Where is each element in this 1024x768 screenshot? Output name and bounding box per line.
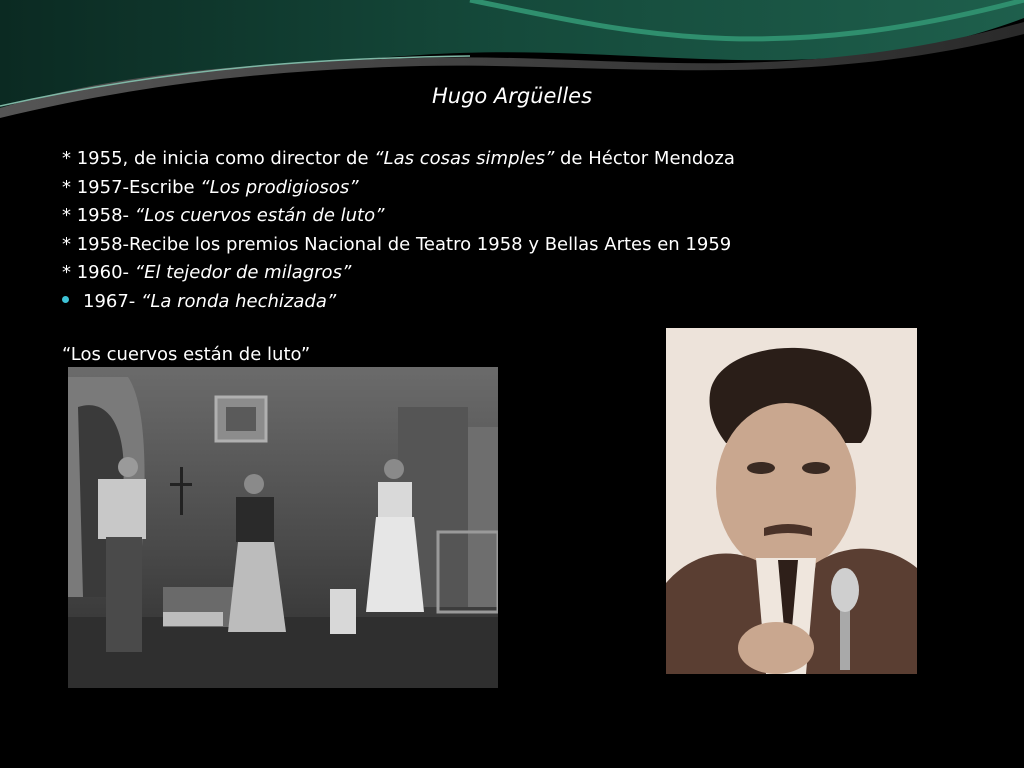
list-item bbox=[62, 231, 735, 260]
item-title: “El tejedor de milagros” bbox=[134, 262, 352, 284]
bullet-dot-icon bbox=[62, 296, 69, 303]
bullet-list bbox=[62, 145, 735, 317]
item-text: * 1955, de inicia como director de bbox=[62, 148, 375, 169]
list-item bbox=[62, 145, 735, 174]
item-text: * 1958-Recibe los premios Nacional de Teatro 1958 y Bellas Artes en 1959 bbox=[62, 233, 732, 255]
item-title: “Las cosas simples” bbox=[374, 148, 555, 169]
item-text: * 1958- bbox=[62, 205, 135, 227]
slide-title: Hugo Argüelles bbox=[431, 84, 593, 108]
list-item bbox=[62, 288, 735, 317]
item-title: “Los prodigiosos” bbox=[200, 176, 359, 198]
item-text: de Héctor Mendoza bbox=[554, 148, 735, 169]
item-text: * 1960- bbox=[62, 262, 135, 284]
list-item bbox=[62, 259, 735, 288]
portrait-photo bbox=[666, 328, 917, 674]
item-text: 1967- bbox=[83, 290, 142, 312]
list-item bbox=[62, 174, 735, 203]
item-title: “La ronda hechizada” bbox=[141, 290, 337, 312]
item-title: “Los cuervos están de luto” bbox=[134, 205, 385, 227]
list-item bbox=[62, 202, 735, 231]
photo-caption: “Los cuervos están de luto” bbox=[62, 344, 311, 365]
item-text: * 1957-Escribe bbox=[62, 176, 201, 198]
stage-scene-photo bbox=[68, 367, 498, 688]
